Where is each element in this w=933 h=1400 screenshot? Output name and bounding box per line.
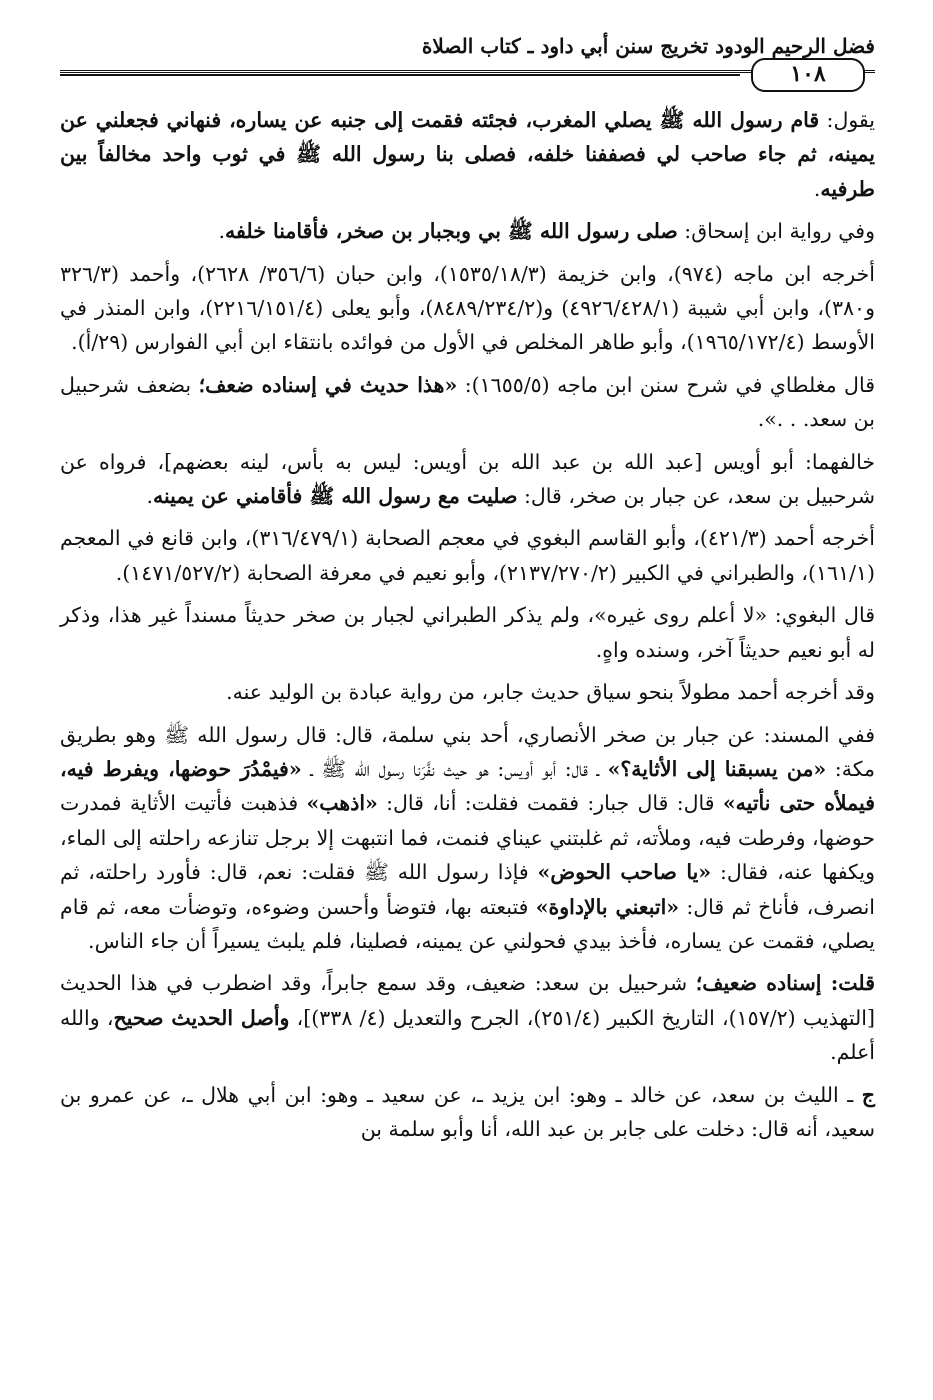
paragraph [60,257,875,360]
text-segment: ـ قال: أبو أويس: هو حيث نفَّرَنا رسول الله ﷺ ـ [301,756,608,781]
header-rule [60,74,740,76]
text-segment: شرحبيل بن سعد: ضعيف، وقد سمع جابراً، وقد اضطرب في هذا الحديث [التهذيب (١٥٧/٢)، التاريخ الكبير (٢٥١/٤)، الجرح والتعديل (٤/ ٣٣٨)]، [60,971,875,1030]
paragraph [60,1078,875,1147]
book-page [60,28,875,1378]
text-segment: خالفهما: أبو أويس [عبد الله بن عبد الله بن أويس: ليس به بأس، لينه بعضهم]، فرواه عن شرحبيل بن سعد، عن جبار بن صخر، قال: [60,449,875,509]
paragraph [60,368,875,437]
body-text [60,103,875,1154]
text-segment: . [813,176,821,201]
paragraph [60,966,875,1069]
bold-text-segment: قلت: إسناده ضعيف؛ [695,971,875,996]
bold-text-segment: «من يسبقنا إلى الأثاية؟» [607,756,827,781]
text-segment: وقد أخرجه أحمد مطولاً بنحو سياق حديث جابر، من رواية عبادة بن الوليد عنه. [226,680,875,705]
text-segment: وفي رواية ابن إسحاق: [677,219,875,244]
text-segment: . [218,219,226,244]
bold-text-segment: «هذا حديث في إسناده ضعف؛ [198,372,458,397]
text-segment: بضعف شرحبيل بن سعد. . .». [60,372,875,432]
paragraph [60,598,875,667]
text-segment: أخرجه أحمد (٤٢١/٣)، وأبو القاسم البغوي في معجم الصحابة (٣١٦/٤٧٩/١)، وابن قانع في المعجم (١٦١/١)، والطبراني في الكبير (٢١٣٧/٢٧٠/٢)، وأبو نعيم في معرفة الصحابة (١٤٧١/٥٢٧/٢). [60,526,875,585]
text-segment: ففي المسند: عن جبار بن صخر الأنصاري، أحد بني سلمة، قال: قال رسول الله ﷺ وهو بطريق مكة: [60,722,875,781]
running-title: فضل الرحيم الودود تخريج سنن أبي داود ـ كتاب الصلاة [421,34,875,58]
bold-text-segment: قام رسول الله ﷺ يصلي المغرب، فجئته فقمت إلى جنبه عن يساره، فنهاني فجعلني عن يمينه، ثم جاء صاحب لي فصففنا خلفه، فصلى بنا رسول الله ﷺ في ثوب واحد مخالفاً بين طرفيه [60,108,875,201]
text-segment: فإذا رسول الله ﷺ فقلت: نعم، قال: فأورد راحلته، ثم انصرف، فأناخ ثم قال: [60,860,875,919]
bold-text-segment: «فيمْدُرَ حوضها، ويفرط فيه، فيملأه حتى نأتيه» [60,756,875,816]
paragraph [60,445,875,514]
bold-text-segment: ج [861,1082,875,1107]
paragraph [60,103,875,206]
text-segment: قال: قال جبار: فقمت فقلت: أنا، قال: [377,791,723,816]
text-segment: أخرجه ابن ماجه (٩٧٤)، وابن خزيمة (١٥٣٥/١٨/٣)، وابن حبان (٣٥٦/٦/ ٢٦٢٨)، وأحمد (٣٢٦/٣ و٣٨٠)، وابن أبي شيبة (٤٩٢٦/٤٢٨/١) و(٨٤٨٩/٢٣٤/٢)، وأبو يعلى (٢٢١٦/١٥١/٤)، وابن المنذر في الأوسط (١٩٦٥/١٧٢/٤)، وأبو طاهر المخلص في الأول من فوائده بانتقاء ابن أبي الفوارس (٢٩/أ). [60,261,875,355]
text-segment: ـ الليث بن سعد، عن خالد ـ وهو: ابن يزيد ـ، عن سعيد ـ وهو: ابن أبي هلال ـ، عن عمرو بن سعيد، أنه قال: دخلت على جابر بن عبد الله، أنا وأبو سلمة بن [60,1082,875,1141]
bold-text-segment: صلى رسول الله ﷺ بي وبجبار بن صخر، فأقامنا خلفه [225,219,678,244]
text-segment: قال البغوي: «لا أعلم روى غيره»، ولم يذكر الطبراني لجبار بن صخر حديثاً مسنداً غير هذا، وذكر له أبو نعيم حديثاً آخر، وسنده واهٍ. [60,603,875,662]
bold-text-segment: «اذهب» [306,791,378,816]
text-segment: . [146,484,153,509]
bold-text-segment: «اتبعني بالإداوة» [535,894,680,919]
text-segment: فتبعته بها، فتوضأ وأحسن وضوءه، وتوضأت معه، ثم قام يصلي، فقمت عن يساره، فأخذ بيدي فحولني عن يمينه، فصلينا، فلم يلبث يسيراً أن جاء الناس. [60,894,875,953]
paragraph [60,214,875,248]
bold-text-segment: وأصل الحديث صحيح [113,1005,290,1030]
page-number: ١٠٨ [751,58,865,92]
bold-text-segment: «يا صاحب الحوض» [537,860,712,885]
text-segment: قال مغلطاي في شرح سنن ابن ماجه (١٦٥٥/٥): [457,372,875,397]
paragraph [60,521,875,590]
paragraph [60,718,875,959]
bold-text-segment: صليت مع رسول الله ﷺ فأقامني عن يمينه [152,484,518,509]
paragraph [60,675,875,709]
text-segment: فذهبت فأتيت الأثاية فمدرت حوضها، وفرطت فيه، وملأته، ثم غلبتني عيناي فنمت، فما انتبهت إلا برجل تنازعه راحلته إلى الماء، ويكفها عنه، فقال: [60,791,875,885]
text-segment: ، والله أعلم. [60,1005,875,1065]
text-segment: يقول: [819,108,876,132]
